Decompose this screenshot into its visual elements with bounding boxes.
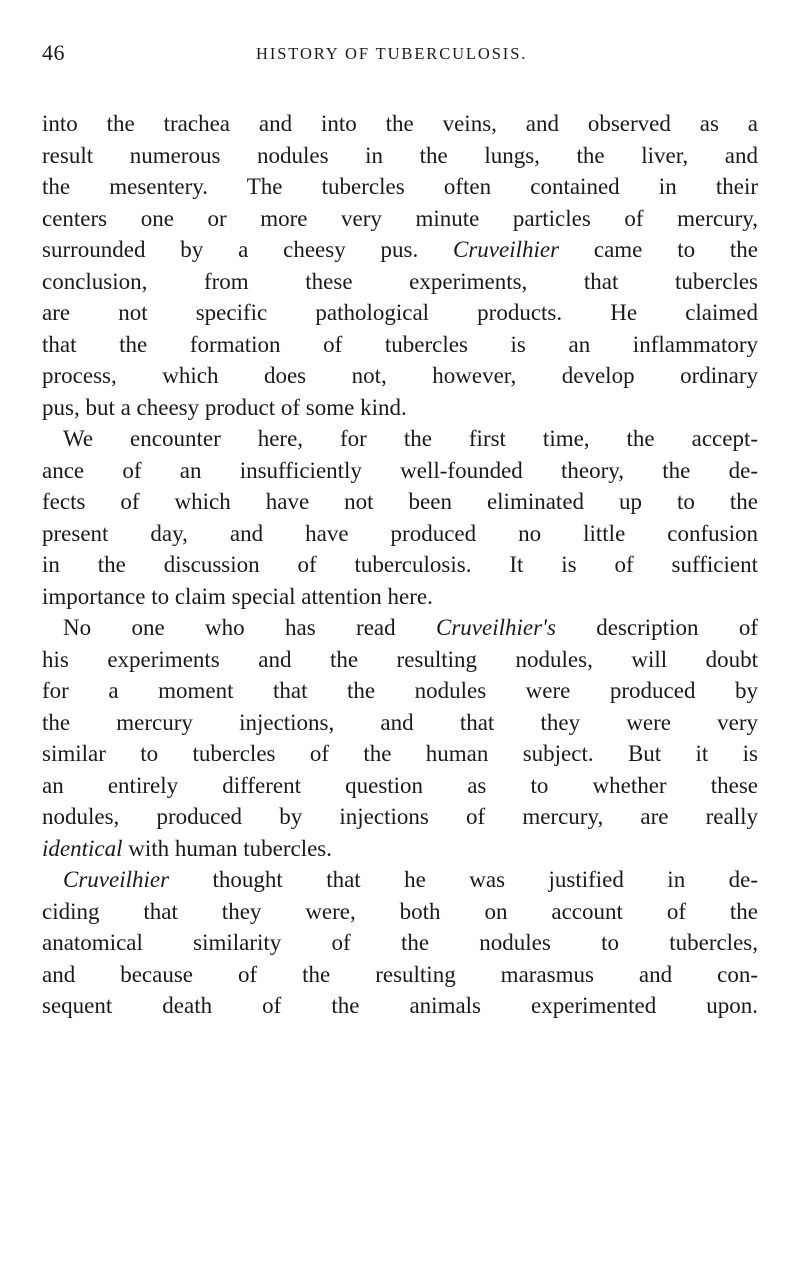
text-line: the mesentery. The tubercles often contained in their: [42, 174, 758, 199]
text-line: anatomical similarity of the nodules to tubercles,: [42, 930, 758, 955]
text-line: We encounter here, for the first time, the accept-: [63, 426, 758, 451]
text-line: [42, 833, 758, 865]
running-head: [0, 32, 800, 72]
text-line: in the discussion of tuberculosis. It is of sufficient: [42, 552, 758, 577]
text-segment: surrounded by a cheesy pus.: [42, 237, 454, 262]
text-line: an entirely different question as to whether these: [42, 772, 758, 798]
text-line: sequent death of the animals experimented upon.: [42, 993, 758, 1018]
italic-word: identical: [42, 835, 123, 861]
text-line: ciding that they were, both on account of the: [42, 898, 758, 924]
text-line: [42, 612, 758, 644]
text-line: ance of an insufficiently well-founded theory, the de-: [42, 457, 758, 483]
text-segment: with human tubercles.: [122, 835, 332, 861]
running-title: HISTORY OF TUBERCULOSIS.: [256, 44, 528, 63]
italic-name: Cruveilhier: [453, 237, 560, 262]
text-segment: came to the: [559, 237, 758, 262]
text-line: result numerous nodules in the lungs, the liver, and: [42, 142, 758, 168]
text-line: the mercury injections, and that they were very: [42, 709, 758, 735]
text-line: importance to claim special attention here.: [42, 583, 433, 609]
text-line: fects of which have not been eliminated up to the: [42, 489, 758, 514]
text-line: that the formation of tubercles is an inflammatory: [42, 331, 758, 357]
page-number: 46: [42, 40, 65, 65]
italic-name: Cruveilhier's: [435, 615, 556, 640]
text-line: similar to tubercles of the human subject. But it is: [42, 741, 758, 766]
text-line: for a moment that the nodules were produced by: [42, 678, 758, 703]
text-segment: thought that he was justified in de-: [169, 867, 758, 892]
text-line: into the trachea and into the veins, and observed as a: [42, 111, 758, 136]
text-segment: description of: [555, 615, 758, 640]
text-line: present day, and have produced no little confusion: [42, 520, 758, 546]
text-line: centers one or more very minute particles of mercury,: [42, 205, 758, 231]
text-line: nodules, produced by injections of mercury, are really: [42, 804, 758, 829]
text-line: pus, but a cheesy product of some kind.: [42, 394, 407, 420]
text-line: process, which does not, however, develop ordinary: [42, 363, 758, 388]
text-segment: No one who has read: [63, 615, 436, 640]
text-line: [42, 234, 758, 266]
text-line: [42, 864, 758, 896]
text-line: are not specific pathological products. He claimed: [42, 300, 758, 325]
text-line: his experiments and the resulting nodules, will doubt: [42, 646, 758, 672]
text-line: and because of the resulting marasmus and con-: [42, 961, 758, 987]
body-text: [42, 108, 758, 1022]
italic-name: Cruveilhier: [63, 867, 170, 892]
text-line: conclusion, from these experiments, that tubercles: [42, 268, 758, 294]
